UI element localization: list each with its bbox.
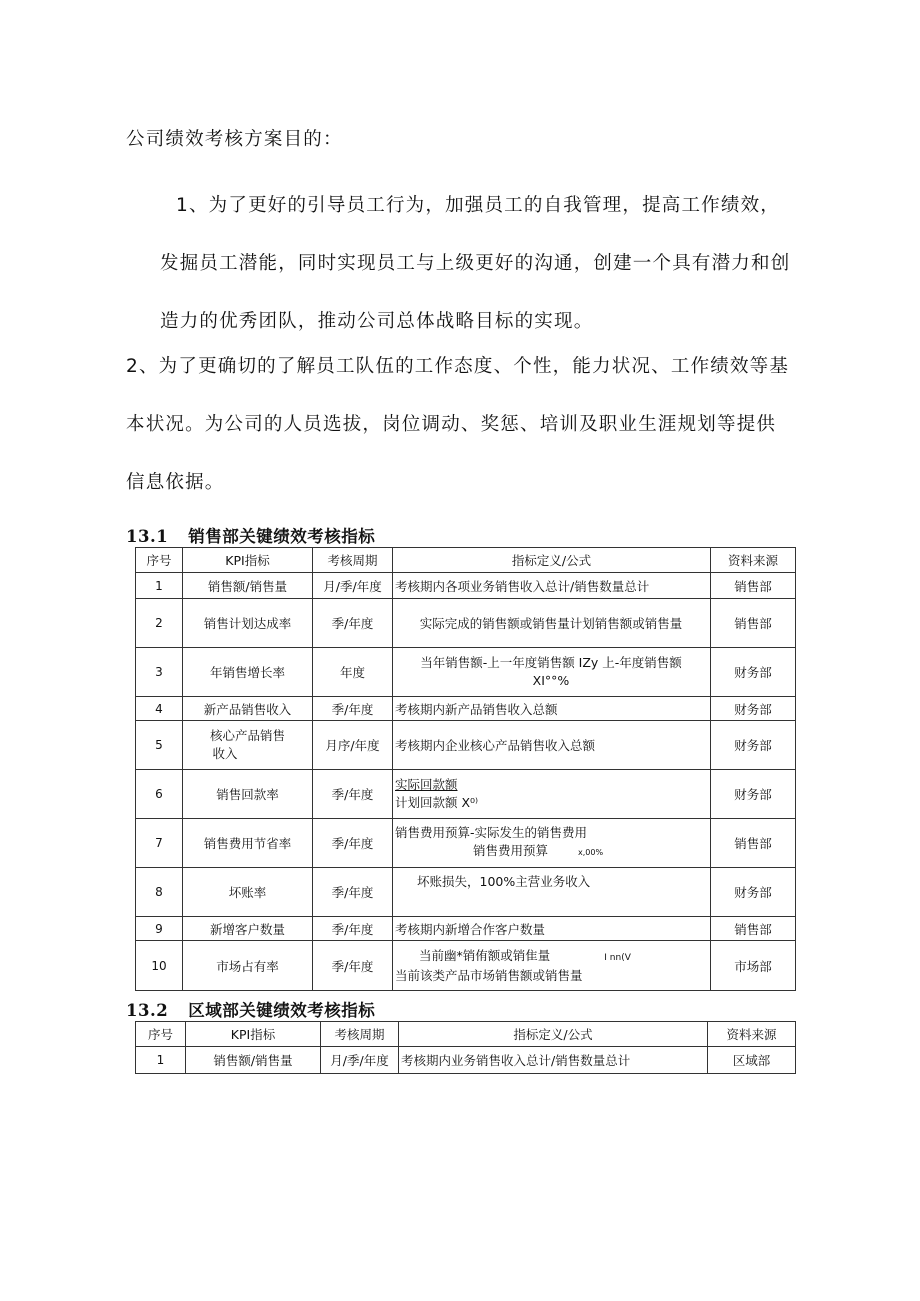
row-definition: 考核期内新产品销售收入总额 <box>393 697 711 721</box>
table-row <box>136 868 796 917</box>
header-no: 序号 <box>136 1022 186 1047</box>
row-period: 季/年度 <box>313 819 393 868</box>
row-source: 财务部 <box>711 697 796 721</box>
row-period: 月/季/年度 <box>321 1047 399 1074</box>
row-definition: 考核期内新增合作客户数量 <box>393 917 711 941</box>
purpose-item-2 <box>126 338 789 512</box>
row-no: 7 <box>136 819 183 868</box>
table-row <box>136 770 796 819</box>
row-definition: 考核期内企业核心产品销售收入总额 <box>393 721 711 770</box>
row-kpi: 坏账率 <box>183 868 313 917</box>
table-row <box>136 917 796 941</box>
section-2-title <box>126 997 375 1021</box>
purpose-item-2-line-3: 信息依据。 <box>126 472 225 493</box>
regional-kpi-table <box>135 1021 796 1074</box>
row-no: 1 <box>136 573 183 599</box>
table-row <box>136 697 796 721</box>
row-source: 财务部 <box>711 648 796 697</box>
row-kpi <box>183 721 313 770</box>
purpose-item-2-line-2: 本状况。为公司的人员选拔，岗位调动、奖惩、培训及职业生涯规划等提供 <box>126 414 777 435</box>
definition-note: x,00% <box>578 848 604 857</box>
row-source: 销售部 <box>711 599 796 648</box>
row-source: 区域部 <box>708 1047 796 1074</box>
definition-line-1: 实际回款额 <box>395 777 458 792</box>
definition-line-2: 销售费用预算 <box>473 843 549 858</box>
row-kpi: 销售回款率 <box>183 770 313 819</box>
section-1-number: 13.1 <box>126 527 169 546</box>
row-definition: 考核期内业务销售收入总计/销售数量总计 <box>399 1047 708 1074</box>
intro-heading: 公司绩效考核方案目的： <box>126 129 343 150</box>
table-row <box>136 599 796 648</box>
header-kpi: KPI指标 <box>186 1022 321 1047</box>
header-period: 考核周期 <box>321 1022 399 1047</box>
header-no: 序号 <box>136 548 183 573</box>
table-row <box>136 1047 796 1074</box>
purpose-item-1-line-3: 造力的优秀团队，推动公司总体战略目标的实现。 <box>160 311 594 332</box>
definition-line-2: 当前该类产品市场销售额或销售量 <box>395 967 583 983</box>
table-header-row <box>136 1022 796 1047</box>
row-definition <box>393 941 711 991</box>
header-definition: 指标定义/公式 <box>393 548 711 573</box>
row-definition: 坏账损失，100%主营业务收入 <box>393 868 711 917</box>
row-no: 2 <box>136 599 183 648</box>
row-kpi: 年销售增长率 <box>183 648 313 697</box>
definition-line-2: 计划回款额 X⁰⁾ <box>395 795 479 810</box>
purpose-item-1 <box>126 177 790 351</box>
kpi-line-1: 核心产品销售 <box>209 728 285 743</box>
section-2-number: 13.2 <box>126 1001 169 1020</box>
row-period: 年度 <box>313 648 393 697</box>
row-kpi: 销售费用节省率 <box>183 819 313 868</box>
row-kpi: 市场占有率 <box>183 941 313 991</box>
definition-note: I nn(V <box>604 952 631 963</box>
section-2-title-text: 区域部关键绩效考核指标 <box>188 1001 376 1020</box>
purpose-item-1-line-2: 发掘员工潜能，同时实现员工与上级更好的沟通，创建一个具有潜力和创 <box>160 253 791 274</box>
purpose-item-2-line-1: 2、为了更确切的了解员工队伍的工作态度、个性，能力状况、工作绩效等基 <box>126 356 790 377</box>
row-period: 季/年度 <box>313 697 393 721</box>
row-no: 1 <box>136 1047 186 1074</box>
row-definition: 考核期内各项业务销售收入总计/销售数量总计 <box>393 573 711 599</box>
table-row <box>136 721 796 770</box>
row-kpi: 销售计划达成率 <box>183 599 313 648</box>
section-1-title <box>126 523 375 547</box>
row-period: 季/年度 <box>313 941 393 991</box>
row-source: 市场部 <box>711 941 796 991</box>
row-period: 月/季/年度 <box>313 573 393 599</box>
row-source: 销售部 <box>711 819 796 868</box>
row-no: 6 <box>136 770 183 819</box>
header-kpi: KPI指标 <box>183 548 313 573</box>
row-period: 月序/年度 <box>313 721 393 770</box>
table-header-row <box>136 548 796 573</box>
section-1-title-text: 销售部关键绩效考核指标 <box>188 527 376 546</box>
row-no: 10 <box>136 941 183 991</box>
definition-line-1: 当年销售额-上一年度销售额 IZy 上-年度销售额 <box>420 655 682 670</box>
row-source: 财务部 <box>711 721 796 770</box>
definition-line-1: 当前幽*销侑额或销隹量 <box>419 947 551 963</box>
row-kpi: 新产品销售收入 <box>183 697 313 721</box>
kpi-line-2: 收入 <box>212 746 238 761</box>
definition-line-1: 销售费用预算-实际发生的销售费用 <box>395 825 588 840</box>
row-period: 季/年度 <box>313 770 393 819</box>
row-no: 3 <box>136 648 183 697</box>
header-period: 考核周期 <box>313 548 393 573</box>
row-source: 财务部 <box>711 868 796 917</box>
row-source: 销售部 <box>711 917 796 941</box>
purpose-item-1-line-1: 1、为了更好的引导员工行为，加强员工的自我管理，提高工作绩效， <box>176 195 780 216</box>
row-period: 季/年度 <box>313 917 393 941</box>
table-row <box>136 648 796 697</box>
row-kpi: 销售额/销售量 <box>183 573 313 599</box>
table-row <box>136 819 796 868</box>
row-kpi: 新增客户数量 <box>183 917 313 941</box>
row-no: 9 <box>136 917 183 941</box>
row-definition <box>393 819 711 868</box>
row-kpi: 销售额/销售量 <box>186 1047 321 1074</box>
row-source: 财务部 <box>711 770 796 819</box>
header-source: 资料来源 <box>708 1022 796 1047</box>
row-period: 季/年度 <box>313 868 393 917</box>
header-source: 资料来源 <box>711 548 796 573</box>
table-row <box>136 941 796 991</box>
row-source: 销售部 <box>711 573 796 599</box>
row-period: 季/年度 <box>313 599 393 648</box>
row-no: 8 <box>136 868 183 917</box>
row-no: 4 <box>136 697 183 721</box>
sales-kpi-table <box>135 547 796 991</box>
definition-line-2: XI°°% <box>532 673 570 688</box>
header-definition: 指标定义/公式 <box>399 1022 708 1047</box>
row-no: 5 <box>136 721 183 770</box>
row-definition: 实际完成的销售额或销售量计划销售额或销售量 <box>393 599 711 648</box>
table-row <box>136 573 796 599</box>
row-definition <box>393 770 711 819</box>
row-definition <box>393 648 711 697</box>
